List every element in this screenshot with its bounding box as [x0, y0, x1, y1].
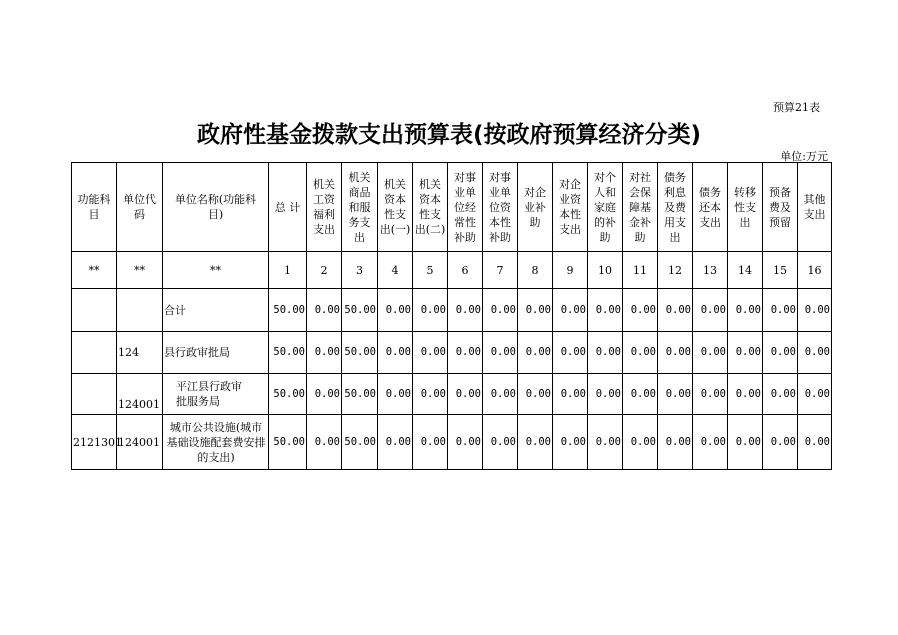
value-cell: 0.00	[798, 289, 832, 332]
code-cell: 10	[588, 252, 623, 289]
table-row	[72, 332, 832, 374]
value-cell: 0.00	[518, 415, 553, 470]
header-cell: 其他支出	[798, 163, 832, 252]
value-cell: 0.00	[623, 415, 658, 470]
value-cell: 0.00	[588, 374, 623, 415]
value-cell: 0.00	[553, 415, 588, 470]
code-cell: 5	[413, 252, 448, 289]
table-row-total	[72, 289, 832, 332]
code-cell: 9	[553, 252, 588, 289]
value-cell: 0.00	[448, 289, 483, 332]
value-cell: 0.00	[763, 289, 798, 332]
value-cell: 0.00	[413, 289, 448, 332]
value-cell: 0.00	[307, 374, 342, 415]
value-cell: 0.00	[588, 289, 623, 332]
value-cell: 0.00	[798, 332, 832, 374]
code-cell: 16	[798, 252, 832, 289]
header-cell: 单位代码	[117, 163, 163, 252]
unit-code-cell: 124001	[117, 374, 163, 415]
header-cell: 对企业补助	[518, 163, 553, 252]
header-cell: 对事业单位经常性补助	[448, 163, 483, 252]
value-cell: 0.00	[378, 415, 413, 470]
value-cell: 0.00	[658, 289, 693, 332]
func-cell	[72, 374, 117, 415]
header-cell: 机关资本性支出(一)	[378, 163, 413, 252]
value-cell: 0.00	[378, 332, 413, 374]
value-cell: 0.00	[693, 374, 728, 415]
value-cell: 50.00	[269, 415, 307, 470]
value-cell: 0.00	[553, 374, 588, 415]
unit-name-cell: 城市公共设施(城市基础设施配套费安排的支出)	[163, 415, 269, 470]
value-cell: 0.00	[413, 374, 448, 415]
value-cell: 0.00	[763, 332, 798, 374]
value-cell: 0.00	[588, 415, 623, 470]
value-cell: 50.00	[269, 289, 307, 332]
value-cell: 0.00	[798, 374, 832, 415]
header-cell: 预备费及预留	[763, 163, 798, 252]
func-cell	[72, 289, 117, 332]
header-cell: 功能科目	[72, 163, 117, 252]
value-cell: 0.00	[448, 415, 483, 470]
code-cell: 12	[658, 252, 693, 289]
value-cell: 0.00	[728, 374, 763, 415]
value-cell: 0.00	[623, 374, 658, 415]
table-number: 预算21表	[773, 101, 820, 114]
header-cell: 对个人和家庭的补助	[588, 163, 623, 252]
unit-code-cell: 124	[117, 332, 163, 374]
value-cell: 0.00	[553, 332, 588, 374]
code-cell: 1	[269, 252, 307, 289]
column-code-row	[72, 252, 832, 289]
value-cell: 0.00	[658, 332, 693, 374]
code-cell: 8	[518, 252, 553, 289]
value-cell: 0.00	[413, 415, 448, 470]
value-cell: 0.00	[378, 374, 413, 415]
func-cell	[72, 332, 117, 374]
value-cell: 0.00	[518, 374, 553, 415]
header-cell: 机关商品和服务支出	[342, 163, 378, 252]
value-cell: 0.00	[413, 332, 448, 374]
unit-name-cell: 平江县行政审批服务局	[163, 374, 269, 415]
unit-code-cell	[117, 289, 163, 332]
value-cell: 0.00	[483, 415, 518, 470]
unit-code-cell: 124001	[117, 415, 163, 470]
value-cell: 50.00	[342, 332, 378, 374]
value-cell: 0.00	[728, 332, 763, 374]
header-cell: 对事业单位资本性补助	[483, 163, 518, 252]
code-cell: **	[117, 252, 163, 289]
code-cell: **	[163, 252, 269, 289]
code-cell: 14	[728, 252, 763, 289]
value-cell: 0.00	[693, 332, 728, 374]
code-cell: 7	[483, 252, 518, 289]
value-cell: 0.00	[658, 415, 693, 470]
code-cell: 6	[448, 252, 483, 289]
page-title: 政府性基金拨款支出预算表(按政府预算经济分类)	[196, 122, 702, 148]
value-cell: 0.00	[307, 415, 342, 470]
code-cell: 4	[378, 252, 413, 289]
value-cell: 0.00	[307, 332, 342, 374]
code-cell: 3	[342, 252, 378, 289]
code-cell: 15	[763, 252, 798, 289]
unit-name-cell: 合计	[163, 289, 269, 332]
value-cell: 0.00	[763, 374, 798, 415]
value-cell: 0.00	[553, 289, 588, 332]
value-cell: 0.00	[448, 374, 483, 415]
value-cell: 50.00	[342, 289, 378, 332]
header-cell: 机关资本性支出(二)	[413, 163, 448, 252]
value-cell: 0.00	[378, 289, 413, 332]
code-cell: 2	[307, 252, 342, 289]
value-cell: 0.00	[623, 289, 658, 332]
value-cell: 50.00	[269, 374, 307, 415]
header-cell: 对社会保障基金补助	[623, 163, 658, 252]
header-cell: 对企业资本性支出	[553, 163, 588, 252]
unit-name-cell: 县行政审批局	[163, 332, 269, 374]
code-cell: 13	[693, 252, 728, 289]
header-cell: 机关工资福利支出	[307, 163, 342, 252]
value-cell: 50.00	[342, 415, 378, 470]
value-cell: 0.00	[483, 332, 518, 374]
header-row	[72, 163, 832, 252]
value-cell: 0.00	[763, 415, 798, 470]
value-cell: 50.00	[269, 332, 307, 374]
value-cell: 0.00	[798, 415, 832, 470]
table-row	[72, 374, 832, 415]
value-cell: 0.00	[518, 332, 553, 374]
header-cell: 债务利息及费用支出	[658, 163, 693, 252]
header-cell: 转移性支出	[728, 163, 763, 252]
value-cell: 0.00	[448, 332, 483, 374]
table-row	[72, 415, 832, 470]
value-cell: 0.00	[623, 332, 658, 374]
value-cell: 0.00	[728, 289, 763, 332]
header-cell: 债务还本支出	[693, 163, 728, 252]
func-cell: 2121301	[72, 415, 117, 470]
value-cell: 0.00	[518, 289, 553, 332]
code-cell: **	[72, 252, 117, 289]
unit-label: 单位:万元	[780, 150, 828, 163]
value-cell: 0.00	[728, 415, 763, 470]
value-cell: 0.00	[693, 415, 728, 470]
value-cell: 0.00	[588, 332, 623, 374]
value-cell: 0.00	[693, 289, 728, 332]
header-cell: 单位名称(功能科目)	[163, 163, 269, 252]
budget-table	[71, 162, 832, 470]
value-cell: 0.00	[483, 374, 518, 415]
code-cell: 11	[623, 252, 658, 289]
header-cell: 总 计	[269, 163, 307, 252]
value-cell: 0.00	[483, 289, 518, 332]
value-cell: 50.00	[342, 374, 378, 415]
value-cell: 0.00	[307, 289, 342, 332]
value-cell: 0.00	[658, 374, 693, 415]
